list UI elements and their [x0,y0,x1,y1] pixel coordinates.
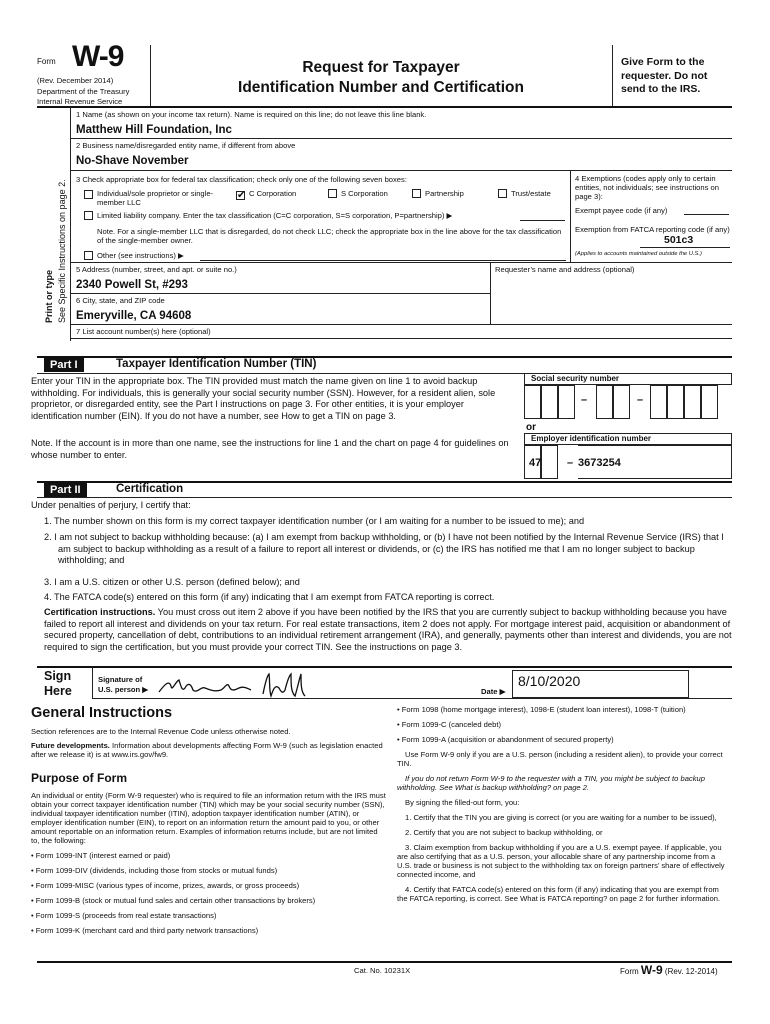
part1-label: Part I [44,358,84,372]
sign-here-label [44,669,72,699]
list-item: • Form 1099-S (proceeds from real estate transactions) [31,911,386,920]
general-instructions-heading: General Instructions [31,705,173,721]
fatca-code-field[interactable]: 501c3 [664,234,694,246]
line1-name-field[interactable]: Matthew Hill Foundation, Inc [76,124,232,136]
ssn-dash: – [581,394,588,406]
checkbox-llc-label: Limited liability company. Enter the tax classification (C=C corporation, S=S corporation, P=partnership) ▶ [97,211,453,220]
certify-item2: 2. Certify that you are not subject to backup withholding, or [405,828,603,837]
here-word: Here [44,684,72,698]
certification-instructions-text: You must cross out item 2 above if you have been notified by the IRS that you are currently subject to backup withholding because you have failed to report all interest and dividends on your tax return. For real estate transactions, item 2 does not apply. For mortgage interest paid, acquisition or abandonment of secured property, cancellation of debt, contributions to an individual retirement arrangement (IRA), and generally, payments other than interest and dividends, you are not required to sign the certification, but you must provide your correct TIN. See the instructions on page 3. [44,607,732,652]
line2-business-name-field[interactable]: No-Shave November [76,155,189,167]
checkmark-icon[interactable]: ✔ [237,190,246,201]
ssn-dash: – [637,394,644,406]
footer-form-number: W-9 [640,963,663,977]
date-field[interactable]: 8/10/2020 [512,670,689,698]
line3-label: 3 Check appropriate box for federal tax classification; check only one of the following seven boxes: [76,175,407,184]
form-title-line1: Request for Taxpayer [302,59,460,76]
footer-revision: (Rev. 12-2014) [664,967,718,976]
checkbox-s-corporation[interactable] [328,189,388,198]
form-word: Form [37,57,56,66]
line6-label: 6 City, state, and ZIP code [76,296,165,305]
line7-account-field[interactable] [70,338,732,339]
part2-title: Certification [116,483,184,495]
section-references-text: Section references are to the Internal Revenue Code unless otherwise noted. [31,727,291,736]
other-classification-field[interactable] [200,260,566,261]
list-item: • Form 1099-DIV (dividends, including those from stocks or mutual funds) [31,866,386,875]
checkbox-llc[interactable] [84,211,452,220]
exempt-payee-label: Exempt payee code (if any) [575,206,668,215]
certify-item1: 1. Certify that the TIN you are giving is correct (or you are waiting for a number to be issued), [405,813,717,822]
ein-prefix: 47 [529,457,542,469]
revision-date: (Rev. December 2014) [37,76,114,85]
certify-item3: 3. Claim exemption from backup withholding if you are a U.S. exempt payee. If applicable, you are also certifying that as a U.S. person, your allocable share of any partnership income from a U.S. trade or business is not subject to the withholding tax on foreign partners’ share of effectively connected income, and [397,843,725,879]
list-item: • Form 1099-K (merchant card and third party network transactions) [31,926,386,935]
signature-label [98,675,148,695]
part2-label: Part II [44,483,87,497]
checkbox-other[interactable] [84,251,184,260]
sign-word: Sign [44,669,72,683]
checkbox-box[interactable] [84,190,93,199]
irs-label: Internal Revenue Service [37,97,123,106]
checkbox-box[interactable] [412,189,421,198]
part1-note: Note. If the account is in more than one name, see the instructions for line 1 and the chart on page 4 for guidelines on whose number to enter. [31,438,509,460]
future-developments-text [31,741,386,759]
checkbox-individual[interactable] [84,189,224,207]
see-specific-instructions: See Specific Instructions on page 2. [57,179,67,323]
checkbox-trust-estate[interactable] [498,189,551,198]
certification-item1: 1. The number shown on this form is my correct taxpayer identification number (or I am waiting for a number to be issued to me); and [44,516,585,526]
footer-form-word: Form [620,967,639,976]
requester-label: Requester’s name and address (optional) [495,265,635,274]
use-form-text: Use Form W-9 only if you are a U.S. person (including a resident alien), to provide your correct TIN. [397,750,723,768]
future-developments-heading: Future developments. [31,741,110,750]
purpose-heading: Purpose of Form [31,771,128,785]
ssn-label: Social security number [524,373,732,385]
purpose-text: An individual or entity (Form W-9 requester) who is required to file an information return with the IRS must obtain your correct taxpayer identification number (TIN) which may be your social security number (SSN), individual taxpayer identification number (ITIN), adoption taxpayer identification number (ATIN), or employer identification number (EIN), to report on an information return the amount paid to you, or other amount reportable on an information return. Examples of information returns include, but are not limited to, the following: [31,791,386,845]
line6-city-field[interactable]: Emeryville, CA 94608 [76,310,192,322]
signature-label-line2: U.S. person ▶ [98,685,149,694]
list-item: • Form 1099-C (canceled debt) [397,720,727,729]
certification-intro: Under penalties of perjury, I certify that: [31,500,191,510]
checkbox-partnership[interactable] [412,189,464,198]
catalog-number: Cat. No. 10231X [354,966,411,975]
give-form-note: Give Form to the requester. Do not send to the IRS. [621,56,708,95]
certification-item4: 4. The FATCA code(s) entered on this form (if any) indicating that I am exempt from FATCA reporting is correct. [44,592,495,602]
general-instructions-left-column [31,705,386,941]
checkbox-box[interactable] [328,189,337,198]
list-item: • Form 1098 (home mortgage interest), 1098-E (student loan interest), 1098-T (tuition) [397,705,727,714]
backup-withholding-text: If you do not return Form W-9 to the requester with a TIN, you might be subject to backup withholding. See What is backup withholding? on page 2. [397,774,705,792]
signing-text: By signing the filled-out form, you: [405,798,520,807]
checkbox-c-corporation[interactable] [236,189,296,200]
certification-item3: 3. I am a U.S. citizen or other U.S. person (defined below); and [44,577,300,587]
footer-form-id [620,963,718,977]
llc-note: Note. For a single-member LLC that is disregarded, do not check LLC; check the appropriate box in the line above for the tax classification of the single-member owner. [97,227,562,245]
or-label: or [526,422,536,433]
checkbox-individual-label: Individual/sole proprietor or single-member LLC [97,189,214,207]
list-item: • Form 1099-B (stock or mutual fund sales and certain other transactions by brokers) [31,896,386,905]
general-instructions-right-column [397,705,727,909]
line7-label: 7 List account number(s) here (optional) [76,327,211,336]
checkbox-box[interactable] [498,189,507,198]
future-developments-body: Information about developments affecting Form W-9 (such as legislation enacted after we release it) is at www.irs.gov/fw9. [31,741,383,759]
line5-label: 5 Address (number, street, and apt. or suite no.) [76,265,237,274]
ein-dash: – [567,457,574,469]
checkbox-other-label: Other (see instructions) ▶ [97,251,184,260]
date-label: Date ▶ [481,687,506,696]
ein-suffix: 3673254 [578,457,621,469]
fatca-note: (Applies to accounts maintained outside the U.S.) [575,251,702,257]
checkbox-box[interactable] [84,251,93,260]
checkbox-c-corporation-label: C Corporation [249,189,297,198]
list-item: • Form 1099-A (acquisition or abandonment of secured property) [397,735,727,744]
part1-instructions: Enter your TIN in the appropriate box. The TIN provided must match the name given on line 1 to avoid backup withholding. For individuals, this is generally your social security number (SSN). However, for a resident alien, sole proprietor, or disregarded entity, see the Part I instructions on page 3. For other entities, it is your employer identification number (EIN). If you do not have a number, see How to get a TIN on page 3. [31,376,496,421]
form-title-line2: Identification Number and Certification [238,79,524,96]
part1-title: Taxpayer Identification Number (TIN) [116,358,317,370]
line2-label: 2 Business name/disregarded entity name, if different from above [76,141,296,150]
list-item: • Form 1099-INT (interest earned or paid) [31,851,386,860]
certification-instructions [44,607,734,653]
line5-address-field[interactable]: 2340 Powell St, #293 [76,279,188,291]
side-instructions-label [44,103,54,323]
fatca-label: Exemption from FATCA reporting code (if any) [575,225,730,234]
checkbox-trust-estate-label: Trust/estate [511,189,551,198]
checkbox-box[interactable] [84,211,93,220]
checkbox-s-corporation-label: S Corporation [341,189,388,198]
certify-item4: 4. Certify that FATCA code(s) entered on this form (if any) indicating that you are exempt from the FATCA reporting, is correct. See What is FATCA reporting? on page 2 for further information. [397,885,721,903]
signature-label-line1: Signature of [98,675,143,684]
print-or-type: Print or type [44,269,54,323]
form-number: W-9 [72,40,124,73]
ein-label: Employer identification number [524,433,732,445]
checkbox-partnership-label: Partnership [425,189,464,198]
certification-instructions-heading: Certification instructions. [44,607,156,617]
list-item: • Form 1099-MISC (various types of income, prizes, awards, or gross proceeds) [31,881,386,890]
llc-classification-field[interactable] [520,220,565,221]
certification-item2: 2. I am not subject to backup withholding because: (a) I am exempt from backup withholding, or (b) I have not been notified by the Internal Revenue Service (IRS) that I am subject to backup withholding as a result of a failure to report all interest or dividends, or (c) the IRS has notified me that I am no longer subject to backup withholding; and [44,532,724,566]
department: Department of the Treasury [37,87,130,96]
line1-label: 1 Name (as shown on your income tax return). Name is required on this line; do not leave this line blank. [76,110,427,119]
exemptions-label: 4 Exemptions (codes apply only to certain entities, not individuals; see instructions on page 3): [575,174,719,201]
exempt-payee-field[interactable] [684,214,729,215]
